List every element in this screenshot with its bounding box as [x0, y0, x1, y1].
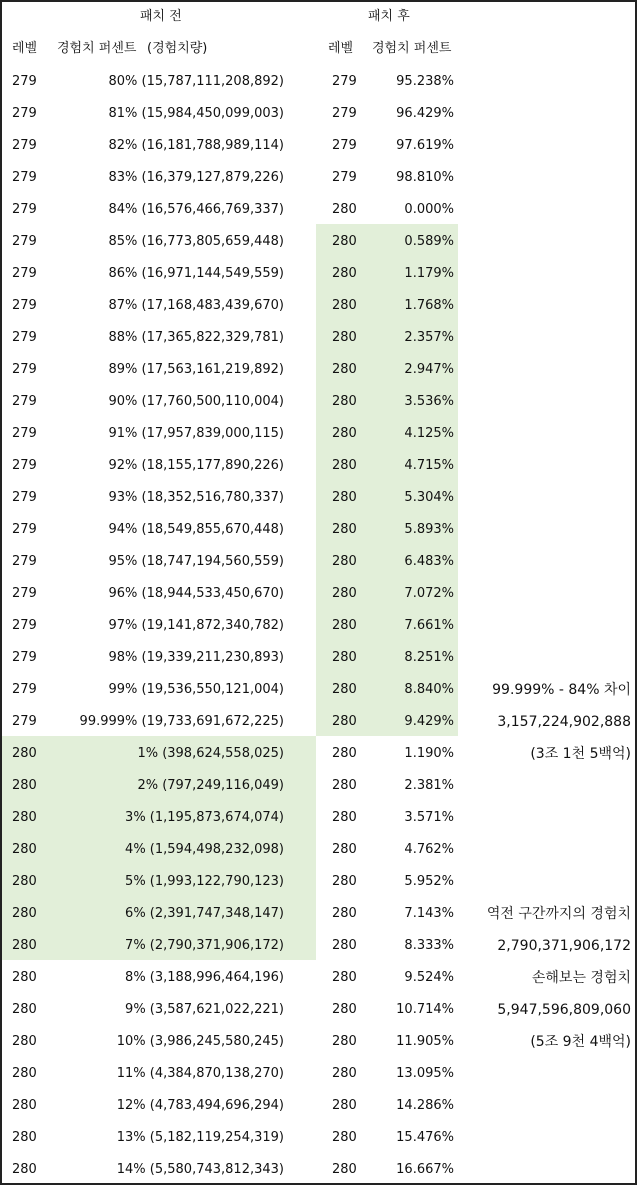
header-before: 패치 전	[140, 9, 182, 24]
exp-after-cell: 1.179%	[404, 266, 454, 281]
table-row	[2, 962, 635, 994]
level-before-cell: 279	[12, 74, 37, 89]
level-before-cell: 279	[12, 714, 37, 729]
note-cell: 5,947,596,809,060	[497, 1002, 631, 1018]
level-after-cell: 280	[332, 618, 357, 633]
exp-before-cell: 95% (18,747,194,560,559)	[108, 554, 284, 569]
level-before-cell: 280	[12, 1098, 37, 1113]
note-cell: 손해보는 경험치	[531, 970, 631, 986]
level-after-cell: 279	[332, 106, 357, 121]
exp-before-cell: 3% (1,195,873,674,074)	[125, 810, 284, 825]
exp-after-cell: 2.381%	[404, 778, 454, 793]
exp-before-cell: 97% (19,141,872,340,782)	[108, 618, 284, 633]
exp-before-cell: 13% (5,182,119,254,319)	[116, 1130, 284, 1145]
exp-before-cell: 89% (17,563,161,219,892)	[108, 362, 284, 377]
level-before-cell: 280	[12, 810, 37, 825]
level-before-cell: 279	[12, 682, 37, 697]
level-after-cell: 280	[332, 1162, 357, 1177]
level-before-cell: 279	[12, 394, 37, 409]
exp-before-cell: 93% (18,352,516,780,337)	[108, 490, 284, 505]
exp-after-cell: 14.286%	[396, 1098, 454, 1113]
level-after-cell: 280	[332, 1066, 357, 1081]
exp-after-cell: 4.762%	[404, 842, 454, 857]
level-after-cell: 280	[332, 266, 357, 281]
level-after-cell: 280	[332, 202, 357, 217]
exp-after-cell: 7.143%	[404, 906, 454, 921]
level-before-cell: 279	[12, 586, 37, 601]
table-row	[2, 450, 635, 482]
exp-before-cell: 6% (2,391,747,348,147)	[125, 906, 284, 921]
exp-after-cell: 0.000%	[404, 202, 454, 217]
exp-before-cell: 12% (4,783,494,696,294)	[116, 1098, 284, 1113]
table-row	[2, 674, 635, 706]
exp-before-cell: 83% (16,379,127,879,226)	[108, 170, 284, 185]
table-row	[2, 514, 635, 546]
level-after-cell: 280	[332, 394, 357, 409]
level-before-cell: 280	[12, 1034, 37, 1049]
level-after-cell: 280	[332, 362, 357, 377]
note-cell: (3조 1천 5백억)	[530, 746, 631, 762]
table-row	[2, 834, 635, 866]
level-after-cell: 280	[332, 778, 357, 793]
level-before-cell: 279	[12, 170, 37, 185]
exp-before-cell: 5% (1,993,122,790,123)	[125, 874, 284, 889]
note-cell: 3,157,224,902,888	[497, 714, 631, 730]
exp-after-cell: 98.810%	[396, 170, 454, 185]
exp-before-cell: 9% (3,587,621,022,221)	[125, 1002, 284, 1017]
level-before-cell: 280	[12, 874, 37, 889]
level-after-cell: 280	[332, 906, 357, 921]
level-before-cell: 280	[12, 842, 37, 857]
exp-before-cell: 92% (18,155,177,890,226)	[108, 458, 284, 473]
level-before-cell: 279	[12, 266, 37, 281]
exp-after-cell: 0.589%	[404, 234, 454, 249]
table-row	[2, 930, 635, 962]
col-exp-before: 경험치 퍼센트	[57, 41, 137, 56]
exp-before-cell: 81% (15,984,450,099,003)	[108, 106, 284, 121]
col-level-after: 레벨	[328, 41, 354, 56]
exp-before-cell: 99% (19,536,550,121,004)	[108, 682, 284, 697]
level-after-cell: 280	[332, 810, 357, 825]
note-cell: 99.999% - 84% 차이	[492, 682, 631, 698]
exp-before-cell: 90% (17,760,500,110,004)	[108, 394, 284, 409]
table-row	[2, 898, 635, 930]
level-before-cell: 280	[12, 906, 37, 921]
level-before-cell: 279	[12, 138, 37, 153]
exp-before-cell: 80% (15,787,111,208,892)	[108, 74, 284, 89]
note-cell: 2,790,371,906,172	[497, 938, 631, 954]
level-before-cell: 280	[12, 1002, 37, 1017]
exp-after-cell: 8.333%	[404, 938, 454, 953]
exp-before-cell: 85% (16,773,805,659,448)	[108, 234, 284, 249]
table-row	[2, 258, 635, 290]
table-row	[2, 194, 635, 226]
exp-before-cell: 1% (398,624,558,025)	[137, 746, 284, 761]
table-row	[2, 1122, 635, 1154]
level-after-cell: 280	[332, 1130, 357, 1145]
exp-before-cell: 91% (17,957,839,000,115)	[108, 426, 284, 441]
exp-after-cell: 5.893%	[404, 522, 454, 537]
level-after-cell: 280	[332, 650, 357, 665]
table-row	[2, 386, 635, 418]
exp-after-cell: 3.536%	[404, 394, 454, 409]
exp-after-cell: 1.768%	[404, 298, 454, 313]
exp-after-cell: 5.304%	[404, 490, 454, 505]
level-after-cell: 280	[332, 298, 357, 313]
exp-after-cell: 97.619%	[396, 138, 454, 153]
exp-after-cell: 1.190%	[404, 746, 454, 761]
table-row	[2, 994, 635, 1026]
exp-after-cell: 9.429%	[404, 714, 454, 729]
exp-before-cell: 86% (16,971,144,549,559)	[108, 266, 284, 281]
col-exp-after: 경험치 퍼센트	[372, 41, 452, 56]
col-amount-before: (경험치량)	[147, 41, 208, 56]
exp-before-cell: 2% (797,249,116,049)	[137, 778, 284, 793]
exp-after-cell: 4.125%	[404, 426, 454, 441]
exp-before-cell: 4% (1,594,498,232,098)	[125, 842, 284, 857]
exp-before-cell: 84% (16,576,466,769,337)	[108, 202, 284, 217]
exp-after-cell: 3.571%	[404, 810, 454, 825]
exp-after-cell: 8.251%	[404, 650, 454, 665]
level-after-cell: 279	[332, 74, 357, 89]
level-before-cell: 279	[12, 426, 37, 441]
exp-before-cell: 98% (19,339,211,230,893)	[108, 650, 284, 665]
level-after-cell: 280	[332, 714, 357, 729]
exp-after-cell: 11.905%	[396, 1034, 454, 1049]
exp-before-cell: 96% (18,944,533,450,670)	[108, 586, 284, 601]
level-after-cell: 280	[332, 842, 357, 857]
exp-after-cell: 4.715%	[404, 458, 454, 473]
exp-after-cell: 10.714%	[396, 1002, 454, 1017]
exp-before-cell: 14% (5,580,743,812,343)	[116, 1162, 284, 1177]
exp-before-cell: 82% (16,181,788,989,114)	[108, 138, 284, 153]
note-cell: (5조 9천 4백억)	[530, 1034, 631, 1050]
level-before-cell: 279	[12, 618, 37, 633]
level-after-cell: 279	[332, 170, 357, 185]
table-row	[2, 578, 635, 610]
table-row	[2, 162, 635, 194]
table-row	[2, 130, 635, 162]
level-before-cell: 279	[12, 490, 37, 505]
exp-after-cell: 7.072%	[404, 586, 454, 601]
level-after-cell: 280	[332, 490, 357, 505]
exp-after-cell: 13.095%	[396, 1066, 454, 1081]
level-after-cell: 280	[332, 234, 357, 249]
header-after: 패치 후	[368, 9, 410, 24]
level-after-cell: 280	[332, 746, 357, 761]
level-after-cell: 280	[332, 586, 357, 601]
level-before-cell: 279	[12, 554, 37, 569]
exp-before-cell: 87% (17,168,483,439,670)	[108, 298, 284, 313]
table-row	[2, 1058, 635, 1090]
level-after-cell: 280	[332, 330, 357, 345]
level-after-cell: 280	[332, 1002, 357, 1017]
exp-after-cell: 5.952%	[404, 874, 454, 889]
exp-after-cell: 9.524%	[404, 970, 454, 985]
exp-after-cell: 16.667%	[396, 1162, 454, 1177]
table-row	[2, 706, 635, 738]
level-after-cell: 280	[332, 426, 357, 441]
level-before-cell: 279	[12, 234, 37, 249]
level-before-cell: 280	[12, 970, 37, 985]
exp-before-cell: 10% (3,986,245,580,245)	[116, 1034, 284, 1049]
level-after-cell: 279	[332, 138, 357, 153]
level-after-cell: 280	[332, 1034, 357, 1049]
table-row	[2, 770, 635, 802]
level-before-cell: 280	[12, 1066, 37, 1081]
level-after-cell: 280	[332, 554, 357, 569]
table-row	[2, 66, 635, 98]
level-before-cell: 279	[12, 106, 37, 121]
level-before-cell: 280	[12, 1162, 37, 1177]
level-after-cell: 280	[332, 522, 357, 537]
level-before-cell: 280	[12, 746, 37, 761]
table-row	[2, 226, 635, 258]
table-row	[2, 738, 635, 770]
level-before-cell: 279	[12, 202, 37, 217]
table-row	[2, 610, 635, 642]
table-row	[2, 866, 635, 898]
table-row	[2, 482, 635, 514]
table-row	[2, 642, 635, 674]
exp-before-cell: 99.999% (19,733,691,672,225)	[79, 714, 284, 729]
level-before-cell: 279	[12, 650, 37, 665]
exp-after-cell: 2.357%	[404, 330, 454, 345]
table-row	[2, 1090, 635, 1122]
level-after-cell: 280	[332, 970, 357, 985]
col-level-before: 레벨	[12, 41, 38, 56]
exp-before-cell: 94% (18,549,855,670,448)	[108, 522, 284, 537]
level-before-cell: 280	[12, 778, 37, 793]
table-row	[2, 1026, 635, 1058]
level-after-cell: 280	[332, 874, 357, 889]
level-after-cell: 280	[332, 1098, 357, 1113]
exp-after-cell: 96.429%	[396, 106, 454, 121]
exp-after-cell: 95.238%	[396, 74, 454, 89]
table-row	[2, 1154, 635, 1185]
table-row	[2, 354, 635, 386]
exp-before-cell: 11% (4,384,870,138,270)	[116, 1066, 284, 1081]
exp-after-cell: 6.483%	[404, 554, 454, 569]
level-before-cell: 279	[12, 458, 37, 473]
exp-after-cell: 2.947%	[404, 362, 454, 377]
level-before-cell: 279	[12, 298, 37, 313]
level-before-cell: 280	[12, 938, 37, 953]
level-before-cell: 279	[12, 362, 37, 377]
level-after-cell: 280	[332, 458, 357, 473]
table-row	[2, 98, 635, 130]
note-cell: 역전 구간까지의 경험치	[486, 906, 631, 922]
exp-after-cell: 7.661%	[404, 618, 454, 633]
exp-before-cell: 7% (2,790,371,906,172)	[125, 938, 284, 953]
level-before-cell: 280	[12, 1130, 37, 1145]
table-row	[2, 290, 635, 322]
exp-before-cell: 88% (17,365,822,329,781)	[108, 330, 284, 345]
level-before-cell: 279	[12, 330, 37, 345]
table-row	[2, 546, 635, 578]
level-before-cell: 279	[12, 522, 37, 537]
exp-after-cell: 15.476%	[396, 1130, 454, 1145]
level-after-cell: 280	[332, 938, 357, 953]
exp-before-cell: 8% (3,188,996,464,196)	[125, 970, 284, 985]
exp-after-cell: 8.840%	[404, 682, 454, 697]
table-row	[2, 322, 635, 354]
table-row	[2, 802, 635, 834]
level-after-cell: 280	[332, 682, 357, 697]
table-row	[2, 418, 635, 450]
